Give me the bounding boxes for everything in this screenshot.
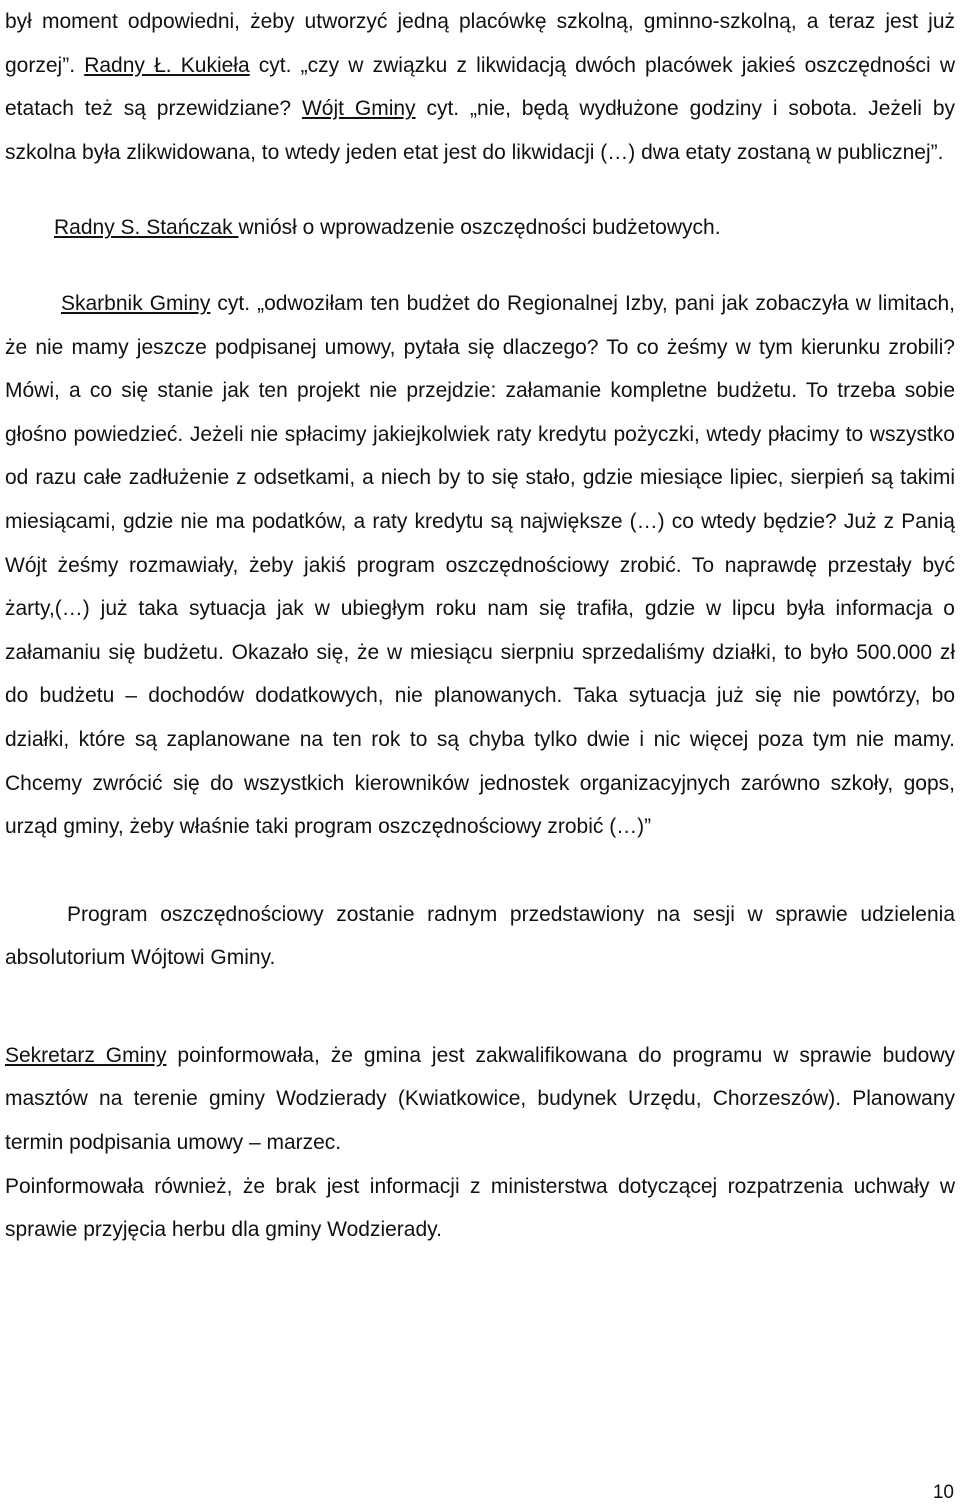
speaker-radny-kukiela: Radny Ł. Kukieła — [84, 53, 250, 77]
paragraph-2 — [5, 206, 955, 250]
paragraph-3 — [5, 282, 955, 849]
speaker-radny-stanczak: Radny S. Stańczak — [54, 216, 239, 240]
paragraph-1 — [5, 0, 955, 174]
paragraph-4 — [5, 893, 955, 980]
paragraph-6-text: Poinformowała również, że brak jest informacji z ministerstwa dotyczącej rozpatrzenia uchwały w sprawie przyjęcia herbu dla gminy Wodzierady. — [5, 1174, 955, 1242]
document-page — [5, 0, 955, 1252]
page-number: 10 — [932, 1482, 954, 1503]
spacer — [5, 250, 955, 282]
speaker-skarbnik-gminy: Skarbnik Gminy — [61, 291, 211, 315]
paragraph-1-text-1: był moment odpowiedni, żeby utworzyć jedną placówkę szkolną, gminno-szkolną, a teraz jest już gorzej”. — [5, 10, 955, 77]
paragraph-5 — [5, 1034, 955, 1165]
speaker-wojt-gminy: Wójt Gminy — [301, 97, 416, 121]
spacer — [5, 174, 955, 206]
paragraph-5-text: poinformowała, że gmina jest zakwalifikowana do programu w sprawie budowy masztów na terenie gminy Wodzierady (Kwiatkowice, budynek Urzędu, Chorzeszów). Planowany termin podpisania umowy – marzec. — [5, 1043, 956, 1155]
spacer — [5, 849, 955, 893]
paragraph-4-text: Program oszczędnościowy zostanie radnym przedstawiony na sesji w sprawie udzielenia absolutorium Wójtowi Gminy. — [5, 902, 955, 970]
spacer — [5, 980, 955, 1034]
speaker-sekretarz-gminy: Sekretarz Gminy — [5, 1043, 167, 1067]
paragraph-1-text-3: cyt. „nie, będą wydłużone godziny i sobota. Jeżeli by szkolna była zlikwidowana, to wtedy jeden etat jest do likwidacji (…) dwa etaty zostaną w publicznej”. — [5, 97, 956, 164]
paragraph-3-text: cyt. „odwoziłam ten budżet do Regionalnej Izby, pani jak zobaczyła w limitach, że nie mamy jeszcze podpisanej umowy, pytała się dlaczego? To co żeśmy w tym kierunku zrobili? Mówi, a co się stanie jak ten projekt nie przejdzie: załamanie kompletne budżetu. To trzeba sobie głośno powiedzieć. Jeżeli nie spłacimy jakiejkolwiek raty kredytu pożyczki, wtedy płacimy to wszystko od razu całe zadłużenie z odsetkami, a niech by to się stało, gdzie miesiące lipiec, sierpień są takimi miesiącami, gdzie nie ma podatków, a raty kredytu są największe (…) co wtedy będzie? Już z Panią Wójt żeśmy rozmawiały, żeby jakiś program oszczędnościowy zrobić. To naprawdę przestały być żarty,(…) już taka sytuacja jak w ubiegłym roku nam się trafiła, gdzie w lipcu była informacja o załamaniu się budżetu. Okazało się, że w miesiącu sierpniu sprzedaliśmy działki, to było 500.000 zł do budżetu – dochodów dodatkowych, nie planowanych. Taka sytuacja już się nie powtórzy, bo działki, które są zaplanowane na ten rok to są chyba tylko dwie i nic więcej poza tym nie mamy. Chcemy zwrócić się do wszystkich kierowników jednostek organizacyjnych zarówno szkoły, gops, urząd gminy, żeby właśnie taki program oszczędnościowy zrobić (…)” — [5, 291, 955, 839]
paragraph-2-text: wniósł o wprowadzenie oszczędności budżetowych. — [238, 216, 721, 240]
paragraph-6 — [5, 1165, 955, 1252]
indent — [5, 292, 61, 315]
paragraph-1-text-2: cyt. „czy w związku z likwidacją dwóch placówek jakieś oszczędności w etatach też są przewidziane? — [5, 53, 956, 121]
